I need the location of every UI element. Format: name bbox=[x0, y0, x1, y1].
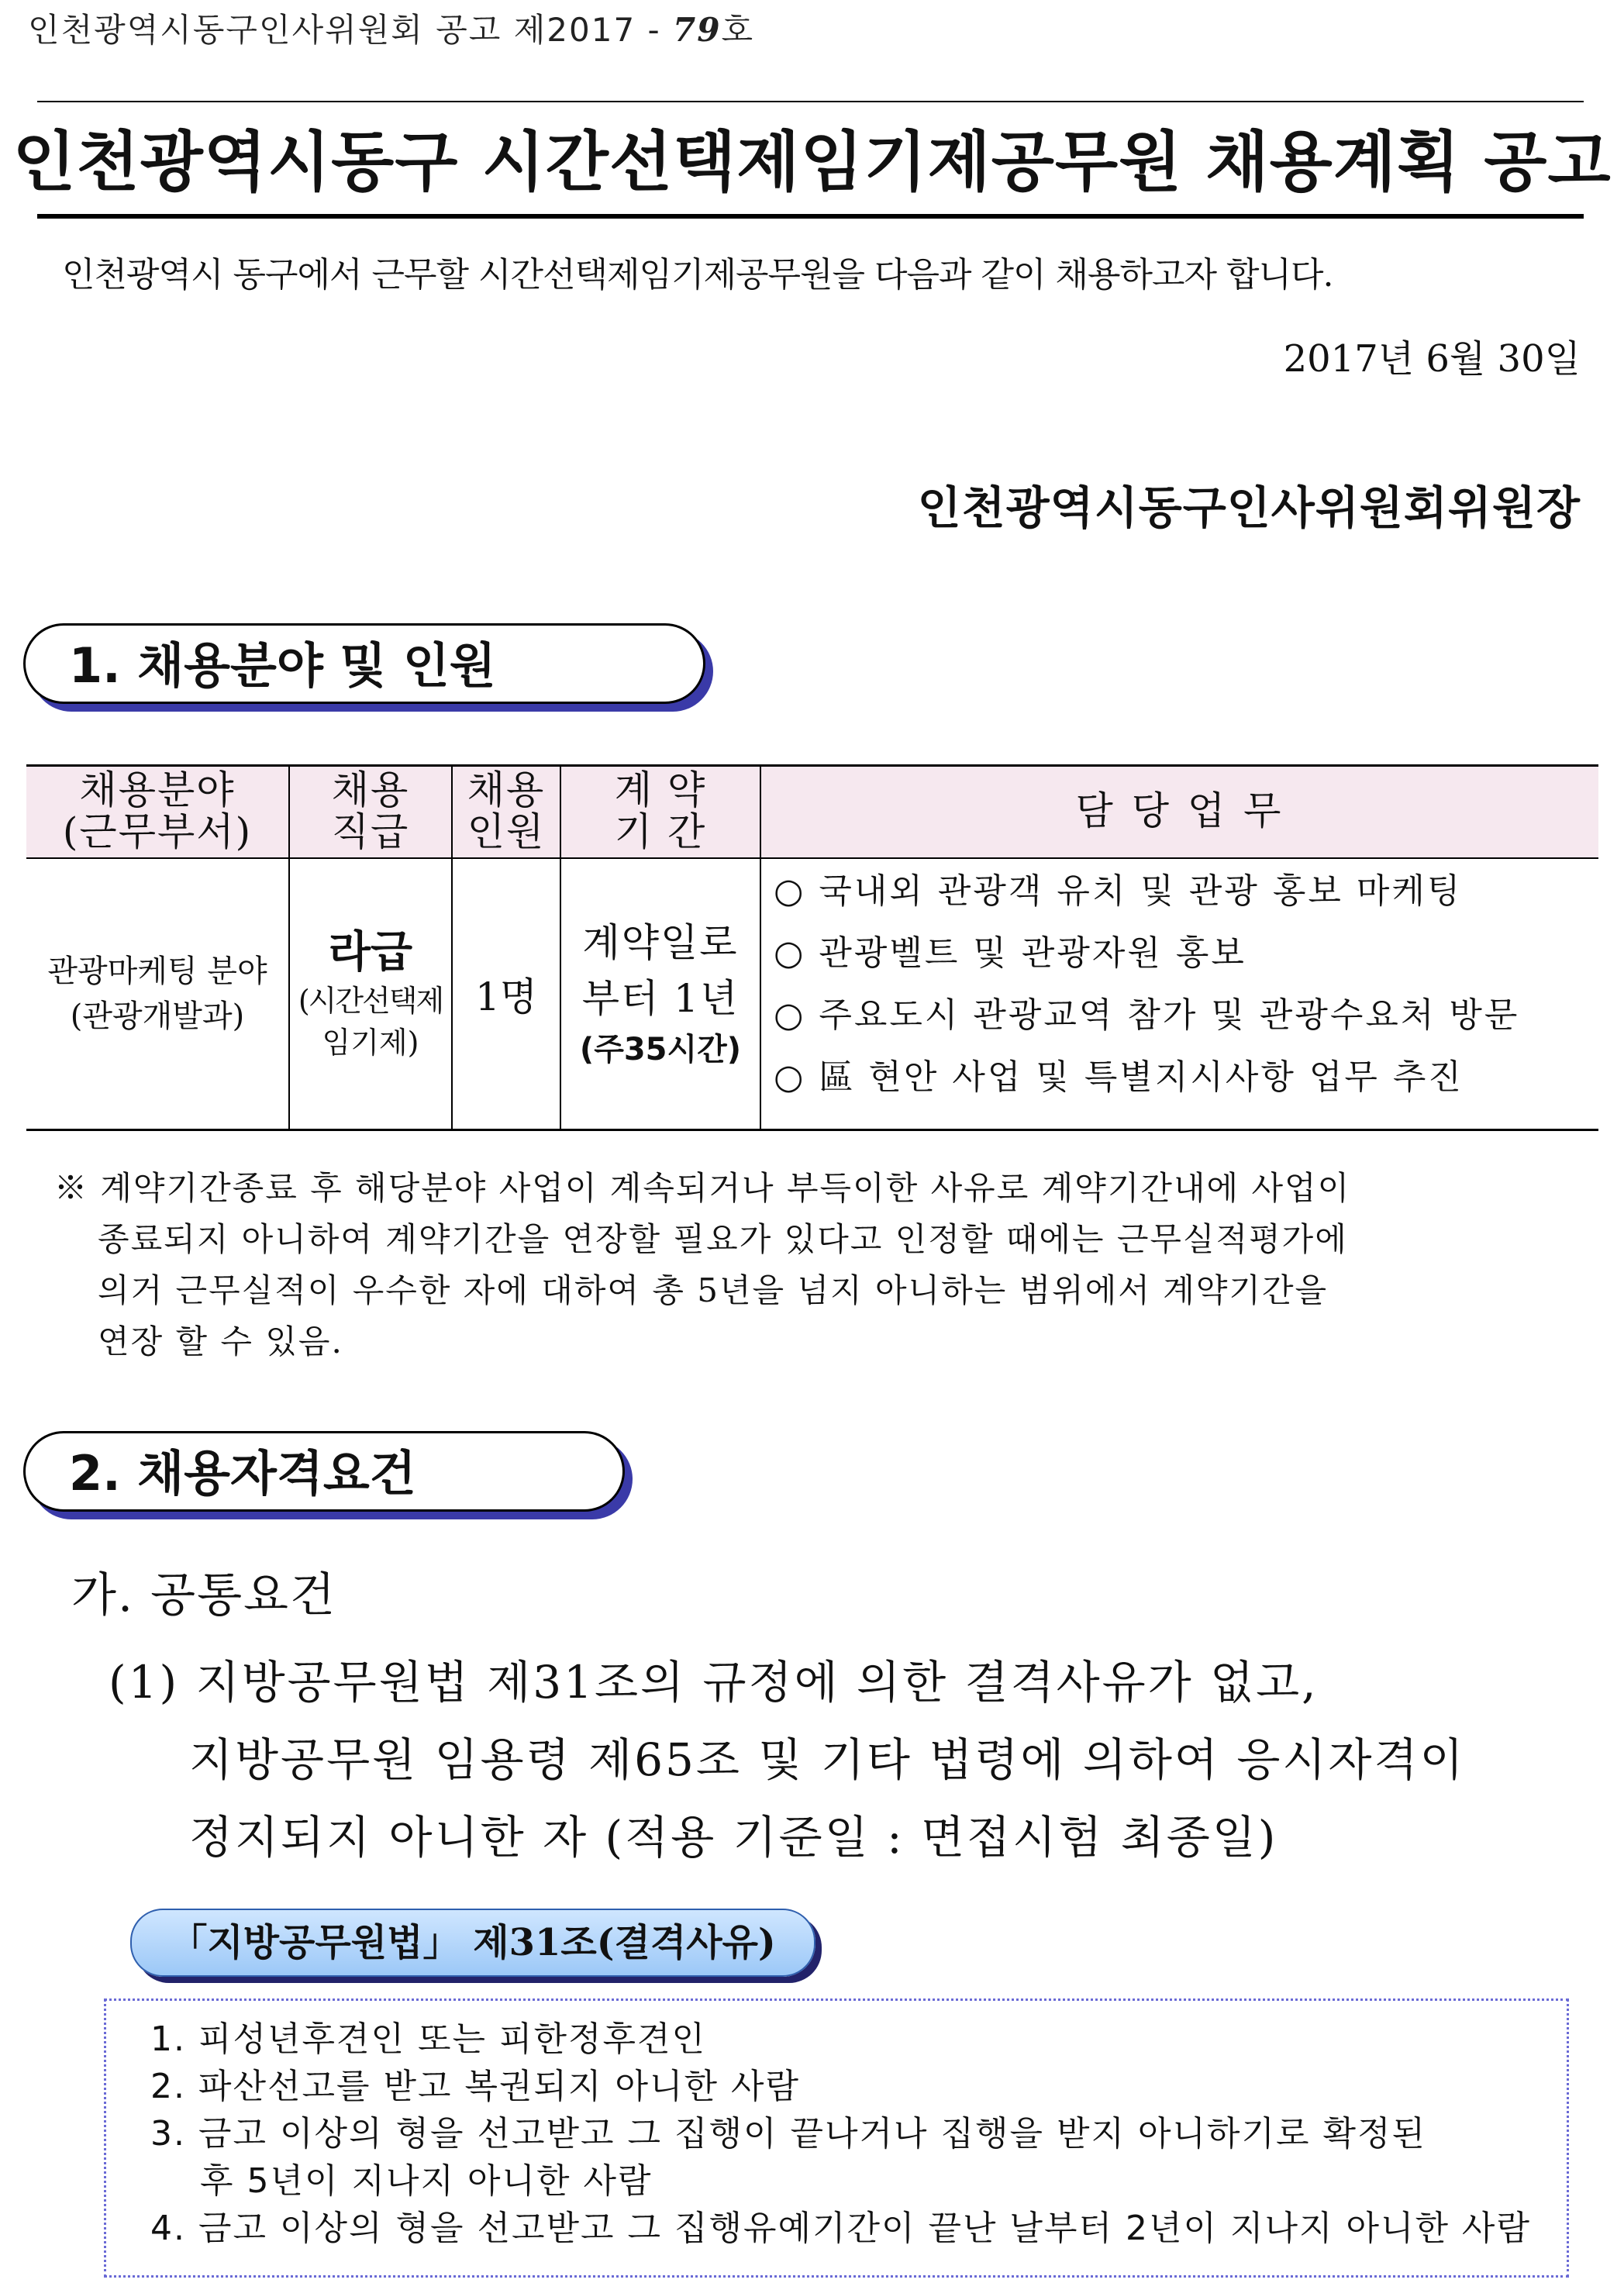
cell-period-line1: 계약일로 bbox=[582, 920, 739, 965]
recruitment-table bbox=[26, 764, 1598, 1132]
cell-period bbox=[561, 859, 760, 1129]
header-grade-line2: 직급 bbox=[331, 809, 410, 854]
header-grade-line1: 채용 bbox=[331, 767, 410, 812]
requirement-line: 정지되지 아니한 자 (적용 기준일 : 면접시험 최종일) bbox=[189, 1811, 1278, 1864]
cell-field-line1: 관광마케팅 분야 bbox=[47, 954, 267, 989]
footnote bbox=[54, 1163, 1585, 1367]
header-duty: 담 당 업 무 bbox=[1075, 788, 1284, 833]
footnote-line: 연장 할 수 있음. bbox=[98, 1323, 343, 1360]
requirement-line: 지방공무원 임용령 제65조 및 기타 법령에 의하여 응시자격이 bbox=[189, 1733, 1466, 1786]
cell-grade-sub2: 임기제) bbox=[322, 1026, 419, 1060]
notice-prefix: 인천광역시동구인사위원회 공고 제2017 - bbox=[28, 11, 674, 49]
signer: 인천광역시동구인사위원회위원장 bbox=[917, 481, 1581, 534]
duty-item: ○ 주요도시 관광교역 참가 및 관광수요처 방문 bbox=[774, 995, 1520, 1035]
header-count bbox=[453, 764, 560, 857]
law-title-badge: 「지방공무원법」 제31조(결격사유) bbox=[130, 1909, 815, 1977]
header-count-line2: 인원 bbox=[467, 809, 546, 854]
header-count-line1: 채용 bbox=[467, 767, 546, 812]
duty-list bbox=[774, 860, 1519, 1109]
duty-item: ○ 區 현안 사업 및 특별지시사항 업무 추진 bbox=[774, 1057, 1464, 1097]
title-bottom-rule bbox=[37, 214, 1584, 219]
header-grade bbox=[290, 764, 451, 857]
header-field-line2: (근무부서) bbox=[62, 809, 253, 854]
table-bottom-line bbox=[26, 1129, 1598, 1131]
notice-number bbox=[28, 5, 754, 51]
footnote-line: 종료되지 아니하여 계약기간을 연장할 필요가 있다고 인정할 때에는 근무실적평가에 bbox=[98, 1220, 1348, 1258]
intro-text: 인천광역시 동구에서 근무할 시간선택제임기제공무원을 다음과 같이 채용하고자 합니다. bbox=[62, 255, 1333, 295]
header-field-line1: 채용분야 bbox=[79, 767, 236, 812]
notice-number-value: 79 bbox=[673, 11, 722, 49]
section1-heading: 1. 채용분야 및 인원 bbox=[23, 623, 705, 704]
header-field bbox=[26, 764, 288, 857]
footnote-line: ※ 계약기간종료 후 해당분야 사업이 계속되거나 부득이한 사유로 계약기간내에 사업이 bbox=[54, 1169, 1351, 1207]
header-period-line1: 계 약 bbox=[614, 767, 707, 812]
law-item: 1. 피성년후견인 또는 피한정후견인 bbox=[150, 2019, 706, 2059]
cell-period-line2: 부터 1년 bbox=[581, 976, 740, 1021]
header-period-line2: 기 간 bbox=[614, 809, 707, 854]
cell-field bbox=[26, 859, 288, 1129]
law-item: 2. 파산선고를 받고 복권되지 아니한 사람 bbox=[150, 2067, 800, 2106]
section2-heading: 2. 채용자격요건 bbox=[23, 1431, 625, 1512]
requirement-1 bbox=[109, 1643, 1466, 1876]
law-items-list bbox=[150, 2016, 1531, 2252]
law-item: 후 5년이 지나지 아니한 사람 bbox=[200, 2161, 653, 2201]
notice-suffix: 호 bbox=[721, 11, 755, 49]
cell-count: 1명 bbox=[474, 974, 538, 1019]
cell-grade-sub1: (시간선택제 bbox=[298, 984, 443, 1018]
cell-grade-main: 라급 bbox=[328, 926, 413, 978]
page-title: 인천광역시동구 시간선택제임기제공무원 채용계획 공고 bbox=[12, 124, 1612, 200]
cell-field-line2: (관광개발과) bbox=[70, 998, 245, 1034]
law-item: 3. 금고 이상의 형을 선고받고 그 집행이 끝나거나 집행을 받지 아니하기로 확정된 bbox=[150, 2114, 1426, 2154]
subsection-title: 가. 공통요건 bbox=[71, 1568, 336, 1623]
law-item: 4. 금고 이상의 형을 선고받고 그 집행유예기간이 끝난 날부터 2년이 지나지 아니한 사람 bbox=[150, 2209, 1531, 2248]
header-period bbox=[561, 764, 760, 857]
duty-item: ○ 국내외 관광객 유치 및 관광 홍보 마케팅 bbox=[774, 871, 1463, 911]
cell-grade bbox=[290, 859, 451, 1129]
notice-date: 2017년 6월 30일 bbox=[1283, 337, 1581, 381]
requirement-line: (1) 지방공무원법 제31조의 규정에 의한 결격사유가 없고, bbox=[109, 1656, 1319, 1709]
duty-item: ○ 관광벨트 및 관광자원 홍보 bbox=[774, 933, 1246, 973]
footnote-line: 의거 근무실적이 우수한 자에 대하여 총 5년을 넘지 아니하는 범위에서 계약기간을 bbox=[98, 1271, 1329, 1309]
title-top-rule bbox=[37, 101, 1584, 102]
cell-period-sub: (주35시간) bbox=[579, 1032, 742, 1067]
